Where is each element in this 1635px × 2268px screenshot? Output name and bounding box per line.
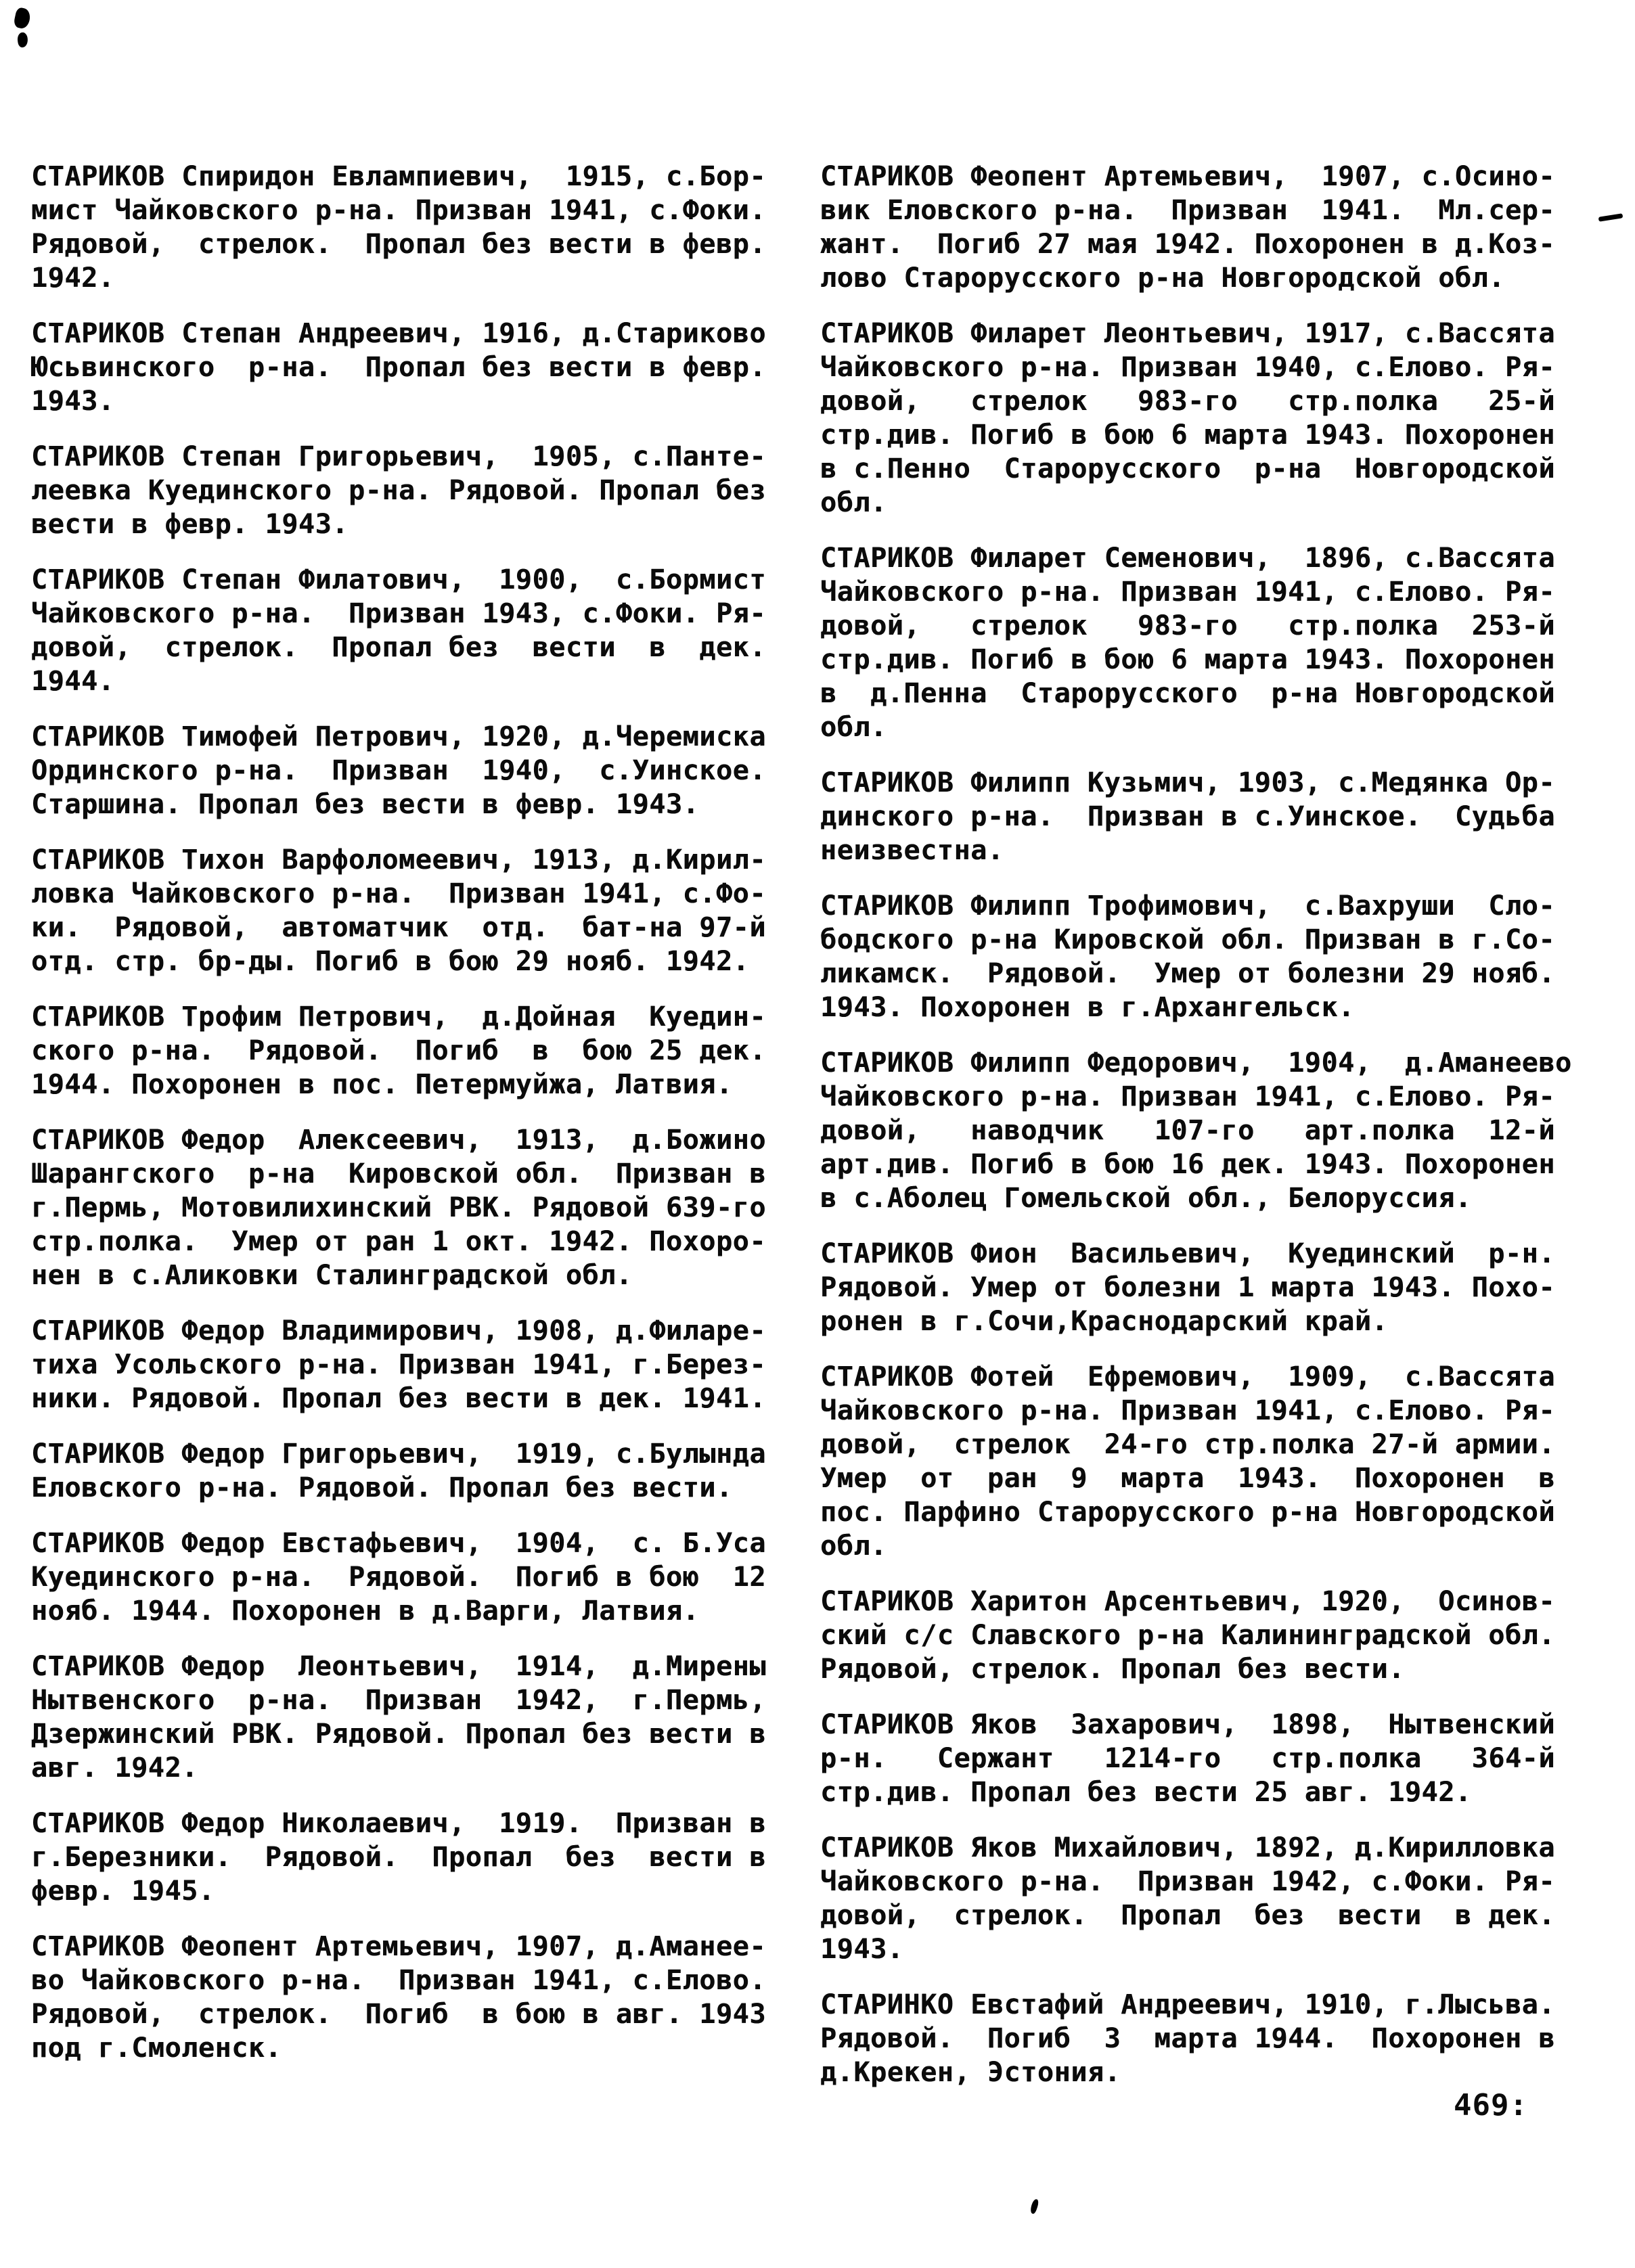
memorial-entry (31, 1526, 766, 1628)
memorial-entry (31, 1000, 766, 1102)
entry-line: СТАРИКОВ Филарет Леонтьевич, 1917, с.Вассята (820, 318, 1556, 349)
entry-line: Ординского р-на. Призван 1940, с.Уинское. (31, 755, 767, 786)
entry-line: СТАРИКОВ Тимофей Петрович, 1920, д.Черемиска (31, 721, 767, 752)
entry-line: Еловского р-на. Рядовой. Пропал без вести. (31, 1472, 733, 1503)
entry-line: вести в февр. 1943. (31, 509, 349, 540)
entry-line: довой, стрелок 983-го стр.полка 25-й (820, 386, 1556, 417)
stray-dash-right-margin (1598, 213, 1623, 222)
entry-line: СТАРИКОВ Степан Андреевич, 1916, д.Стариково (31, 318, 767, 349)
entry-line: Рядовой, стрелок. Пропал без вести в февр. (31, 229, 767, 260)
memorial-entry (820, 160, 1572, 295)
entry-line: СТАРИКОВ Харитон Арсентьевич, 1920, Осинов- (820, 1586, 1556, 1617)
entry-line: СТАРИКОВ Спиридон Евлампиевич, 1915, с.Бор- (31, 161, 767, 192)
entry-line: СТАРИКОВ Яков Захарович, 1898, Нытвенский (820, 1709, 1556, 1740)
entry-line: под г.Смоленск. (31, 2033, 282, 2064)
memorial-entry (820, 1988, 1572, 2089)
entry-line: стр.див. Погиб в бою 6 марта 1943. Похоронен (820, 419, 1556, 451)
entry-line: лово Старорусского р-на Новгородской обл. (820, 263, 1505, 294)
entry-line: Рядовой. Умер от болезни 1 марта 1943. Похо- (820, 1272, 1556, 1303)
entry-line: ский с/с Славского р-на Калининградской обл. (820, 1620, 1556, 1651)
entry-line: СТАРИКОВ Степан Филатович, 1900, с.Бормист (31, 564, 767, 595)
entry-line: Чайковского р-на. Призван 1940, с.Елово. Ря- (820, 352, 1556, 383)
entry-line: Шарангского р-на Кировской обл. Призван в (31, 1158, 767, 1189)
entry-line: ки. Рядовой, автоматчик отд. бат-на 97-й (31, 912, 767, 943)
entry-line: СТАРИКОВ Федор Евстафьевич, 1904, с. Б.Уса (31, 1528, 767, 1559)
ink-blot-top-left-2 (17, 32, 29, 48)
entry-line: СТАРИКОВ Фотей Ефремович, 1909, с.Вассята (820, 1361, 1556, 1392)
entry-line: обл. (820, 1530, 887, 1562)
page-number: 469: (1454, 2088, 1528, 2123)
entry-line: Чайковского р-на. Призван 1941, с.Елово. Ря- (820, 1395, 1556, 1426)
entry-line: ловка Чайковского р-на. Призван 1941, с.Фо- (31, 878, 767, 909)
entry-line: СТАРИКОВ Степан Григорьевич, 1905, с.Панте- (31, 441, 767, 472)
entry-line: р-н. Сержант 1214-го стр.полка 364-й (820, 1743, 1556, 1774)
entry-line: нен в с.Аликовки Сталинградской обл. (31, 1260, 633, 1291)
entry-line: Рядовой, стрелок. Пропал без вести. (820, 1654, 1405, 1685)
entry-line: Старшина. Пропал без вести в февр. 1943. (31, 789, 700, 820)
entry-line: СТАРИНКО Евстафий Андреевич, 1910, г.Лысьва. (820, 1989, 1556, 2020)
memorial-entry (820, 1237, 1572, 1338)
entry-line: обл. (820, 487, 887, 518)
entry-line: СТАРИКОВ Фион Васильевич, Куединский р-н. (820, 1238, 1556, 1269)
entry-line: 1943. (820, 1934, 904, 1965)
memorial-entry (31, 1123, 766, 1292)
entry-line: Дзержинский РВК. Рядовой. Пропал без вести в (31, 1719, 767, 1750)
entry-line: во Чайковского р-на. Призван 1941, с.Елово. (31, 1965, 767, 1996)
entry-line: г.Пермь, Мотовилихинский РВК. Рядовой 639-го (31, 1192, 767, 1223)
entry-line: СТАРИКОВ Филипп Трофимович, с.Вахруши Сло- (820, 890, 1556, 922)
entry-line: Куединского р-на. Рядовой. Погиб в бою 12 (31, 1562, 767, 1593)
entry-line: Нытвенского р-на. Призван 1942, г.Пермь, (31, 1685, 767, 1716)
entry-line: СТАРИКОВ Филипп Кузьмич, 1903, с.Медянка Ор- (820, 767, 1556, 798)
entry-line: СТАРИКОВ Трофим Петрович, д.Дойная Куедин- (31, 1001, 767, 1033)
memorial-entry (31, 1930, 766, 2065)
memorial-entry (820, 1708, 1572, 1809)
entry-line: тиха Усольского р-на. Призван 1941, г.Берез- (31, 1349, 767, 1380)
memorial-entry (31, 843, 766, 978)
entry-line: довой, наводчик 107-го арт.полка 12-й (820, 1115, 1556, 1146)
entry-line: бодского р-на Кировской обл. Призван в г.Со- (820, 924, 1556, 955)
memorial-entry (31, 1314, 766, 1415)
entry-line: стр.див. Пропал без вести 25 авг. 1942. (820, 1777, 1472, 1808)
entry-line: Рядовой, стрелок. Погиб в бою в авг. 1943 (31, 1999, 767, 2030)
entry-line: довой, стрелок. Пропал без вести в дек. (820, 1900, 1556, 1931)
entry-line: СТАРИКОВ Филарет Семенович, 1896, с.Вассята (820, 543, 1556, 574)
memorial-entry (31, 1437, 766, 1505)
memorial-entry (31, 1807, 766, 1908)
entry-line: СТАРИКОВ Федор Леонтьевич, 1914, д.Мирены (31, 1651, 767, 1682)
entry-line: в д.Пенна Старорусского р-на Новгородской (820, 678, 1556, 709)
memorial-entry (820, 1046, 1572, 1215)
entry-line: СТАРИКОВ Федор Алексеевич, 1913, д.Божино (31, 1125, 767, 1156)
ink-blot-top-left-1 (13, 7, 32, 30)
entry-line: СТАРИКОВ Феопент Артемьевич, 1907, д.Аманее- (31, 1931, 767, 1962)
right-column (820, 160, 1572, 2111)
entry-line: вик Еловского р-на. Призван 1941. Мл.сер- (820, 195, 1556, 226)
entry-line: стр.полка. Умер от ран 1 окт. 1942. Похоро- (31, 1226, 767, 1257)
entry-line: довой, стрелок. Пропал без вести в дек. (31, 632, 767, 663)
memorial-entry (31, 160, 766, 295)
entry-line: 1943. Похоронен в г.Архангельск. (820, 992, 1355, 1023)
stray-tick-bottom (1029, 2198, 1039, 2215)
memorial-entry (820, 541, 1572, 744)
entry-line: леевка Куединского р-на. Рядовой. Пропал без (31, 475, 767, 506)
entry-line: ники. Рядовой. Пропал без вести в дек. 1941. (31, 1383, 767, 1414)
entry-line: пос. Парфино Старорусского р-на Новгородской (820, 1497, 1556, 1528)
entry-line: Чайковского р-на. Призван 1943, с.Фоки. Ря- (31, 598, 767, 629)
entry-line: динского р-на. Призван в с.Уинское. Судьба (820, 801, 1556, 832)
memorial-entry (820, 1585, 1572, 1686)
entry-line: Рядовой. Погиб 3 марта 1944. Похоронен в (820, 2023, 1556, 2054)
entry-line: 1943. (31, 386, 115, 417)
entry-line: авг. 1942. (31, 1752, 198, 1784)
entry-line: Чайковского р-на. Призван 1941, с.Елово. Ря- (820, 576, 1556, 608)
entry-line: жант. Погиб 27 мая 1942. Похоронен в д.Коз- (820, 229, 1556, 260)
entry-line: СТАРИКОВ Феопент Артемьевич, 1907, с.Осино- (820, 161, 1556, 192)
entry-line: Чайковского р-на. Призван 1941, с.Елово. Ря- (820, 1081, 1556, 1112)
memorial-entry (820, 1831, 1572, 1966)
entry-line: арт.див. Погиб в бою 16 дек. 1943. Похоронен (820, 1149, 1556, 1180)
entry-line: Умер от ран 9 марта 1943. Похоронен в (820, 1463, 1556, 1494)
entry-line: нояб. 1944. Похоронен в д.Варги, Латвия. (31, 1595, 700, 1627)
entry-line: Юсьвинского р-на. Пропал без вести в февр. (31, 352, 767, 383)
entry-line: СТАРИКОВ Федор Григорьевич, 1919, с.Булында (31, 1438, 767, 1470)
memorial-entry (31, 440, 766, 541)
entry-line: 1944. Похоронен в пос. Петермуйжа, Латвия. (31, 1069, 733, 1100)
entry-line: в с.Пенно Старорусского р-на Новгородской (820, 453, 1556, 484)
entry-line: СТАРИКОВ Яков Михайлович, 1892, д.Кирилловка (820, 1832, 1556, 1863)
memorial-entry (820, 317, 1572, 520)
entry-line: неизвестна. (820, 835, 1004, 866)
entry-line: г.Березники. Рядовой. Пропал без вести в (31, 1842, 767, 1873)
entry-line: обл. (820, 712, 887, 743)
entry-line: д.Крекен, Эстония. (820, 2057, 1121, 2088)
entry-line: в с.Аболец Гомельской обл., Белоруссия. (820, 1183, 1472, 1214)
left-column (31, 160, 766, 2087)
entry-line: СТАРИКОВ Филипп Федорович, 1904, д.Аманеево (820, 1047, 1572, 1079)
memorial-entry (820, 766, 1572, 867)
entry-line: довой, стрелок 983-го стр.полка 253-й (820, 610, 1556, 641)
memorial-entry (31, 317, 766, 418)
memorial-entry (31, 1650, 766, 1785)
entry-line: мист Чайковского р-на. Призван 1941, с.Фоки. (31, 195, 767, 226)
entry-line: 1944. (31, 666, 115, 697)
entry-line: Чайковского р-на. Призван 1942, с.Фоки. Ря- (820, 1866, 1556, 1897)
entry-line: ронен в г.Сочи,Краснодарский край. (820, 1306, 1389, 1337)
memorial-entry (820, 889, 1572, 1024)
entry-line: отд. стр. бр-ды. Погиб в бою 29 нояб. 1942. (31, 946, 750, 977)
entry-line: СТАРИКОВ Федор Николаевич, 1919. Призван в (31, 1808, 767, 1839)
memorial-entry (820, 1360, 1572, 1563)
memorial-entry (31, 563, 766, 698)
entry-line: СТАРИКОВ Федор Владимирович, 1908, д.Филаре- (31, 1315, 767, 1346)
memorial-entry (31, 720, 766, 821)
entry-line: СТАРИКОВ Тихон Варфоломеевич, 1913, д.Кирил- (31, 844, 767, 876)
entry-line: 1942. (31, 263, 115, 294)
entry-line: февр. 1945. (31, 1876, 215, 1907)
entry-line: ликамск. Рядовой. Умер от болезни 29 нояб. (820, 958, 1556, 989)
entry-line: довой, стрелок 24-го стр.полка 27-й армии. (820, 1429, 1556, 1460)
entry-line: стр.див. Погиб в бою 6 марта 1943. Похоронен (820, 644, 1556, 675)
entry-line: ского р-на. Рядовой. Погиб в бою 25 дек. (31, 1035, 767, 1066)
